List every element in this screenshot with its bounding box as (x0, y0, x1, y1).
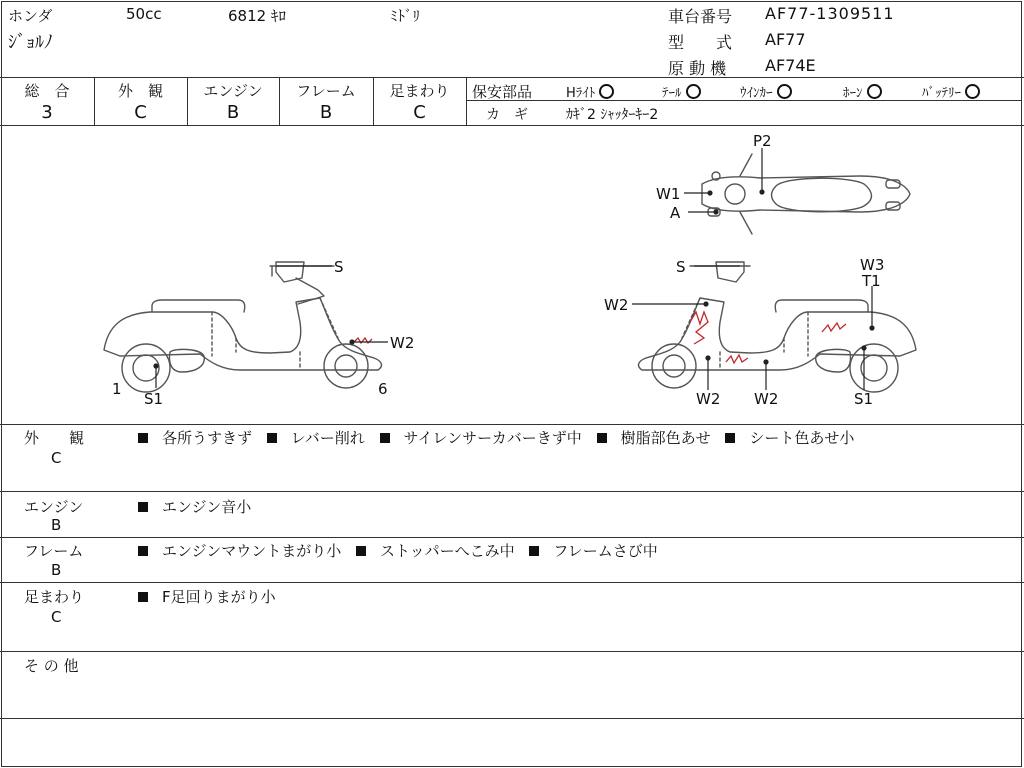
note-item: エンジン音小 (162, 498, 252, 516)
safety-item-label: ﾃｰﾙ (662, 86, 682, 101)
bullet-square-icon (356, 546, 366, 556)
notes-exterior-label: 外 観 (24, 429, 85, 447)
scooter-seat (152, 300, 245, 312)
top-view-headlight (725, 184, 745, 204)
exterior-grade: C (134, 102, 147, 123)
key-label: カ ギ (486, 107, 528, 123)
scooter-damage-diagram (0, 126, 1024, 424)
scooter-seat (775, 300, 868, 312)
notes-frame-items (136, 540, 666, 561)
safety-item-label: Hﾗｲﾄ (566, 86, 596, 101)
frame-grade: B (319, 102, 333, 123)
overall-label: 総 合 (24, 82, 70, 100)
safety-item-winker (740, 82, 792, 101)
notes-exterior-grade: C (51, 449, 62, 467)
safety-item-label: ﾊﾞｯﾃﾘｰ (922, 86, 961, 101)
note-item: F足回りまがり小 (162, 588, 276, 606)
note-item: サイレンサーカバーきず中 (403, 429, 582, 447)
top-view-seat (772, 178, 872, 212)
front-hub (663, 355, 685, 377)
scooter-body-outline (639, 298, 916, 370)
model-name: ｼﾞｮﾙﾉ (8, 32, 53, 53)
note-item: 各所うすきず (162, 429, 253, 447)
type-label: 型 式 (668, 33, 733, 52)
label-w2-upper: W2 (604, 296, 629, 314)
bullet-square-icon (529, 546, 539, 556)
notes-frame-label: フレーム (24, 542, 84, 560)
marker-dot (714, 210, 718, 214)
label-w2-lower-a: W2 (696, 390, 721, 408)
key-value: ｶｷﾞ2 ｼｬｯﾀｰｷｰ2 (566, 107, 659, 123)
scooter-handlebar (716, 262, 744, 282)
displacement: 50cc (126, 5, 162, 23)
label-t1: T1 (862, 272, 881, 290)
muffler (170, 349, 205, 372)
safety-item-label: ﾎｰﾝ (843, 86, 863, 101)
scooter-front-cover (272, 266, 324, 304)
ok-circle-icon (777, 84, 792, 99)
front-wheel (652, 344, 696, 388)
label-s-right: S (676, 258, 686, 276)
muffler (816, 349, 851, 372)
scooter-handlebar (276, 262, 304, 282)
notes-engine-label: エンジン (24, 498, 84, 516)
bullet-square-icon (138, 546, 148, 556)
top-view-right-grip (740, 154, 752, 176)
notes-exterior-items (136, 427, 862, 448)
engine-label: エンジン (203, 82, 263, 100)
grade-divider (466, 77, 467, 125)
ok-circle-icon (599, 84, 614, 99)
label-1: 1 (112, 380, 122, 398)
notes-suspension-grade: C (51, 608, 62, 626)
bullet-square-icon (725, 433, 735, 443)
marker-dot (760, 190, 764, 194)
left-side-view-scooter (104, 262, 381, 392)
bullet-square-icon (138, 433, 148, 443)
front-wheel (324, 344, 368, 388)
frame-number-label: 車台番号 (668, 7, 733, 26)
rear-hub (861, 355, 887, 381)
safety-parts-label: 保安部品 (472, 83, 533, 101)
type-value: AF77 (765, 30, 806, 49)
notes-rule (0, 491, 1024, 492)
safety-item-label: ｳｲﾝｶｰ (740, 86, 773, 101)
notes-suspension-label: 足まわり (24, 588, 85, 606)
bullet-square-icon (138, 592, 148, 602)
rear-wheel (122, 344, 170, 392)
grade-table-top-rule (0, 77, 1024, 78)
panel-seams (682, 298, 808, 370)
notes-frame-grade: B (51, 561, 62, 579)
label-p2: P2 (753, 132, 772, 150)
safety-item-horn (843, 82, 882, 101)
marker-dot (862, 346, 866, 350)
ok-circle-icon (965, 84, 980, 99)
note-item: レバー削れ (290, 429, 365, 447)
engine-model-label: 原 動 機 (668, 59, 727, 78)
damage-mark (726, 355, 748, 363)
mileage: 6812 ｷﾛ (228, 7, 286, 25)
label-w2-left: W2 (390, 334, 415, 352)
marker-dot (870, 326, 874, 330)
exterior-label: 外 観 (117, 82, 163, 100)
notes-suspension-items (136, 586, 284, 607)
label-w1: W1 (656, 185, 681, 203)
note-item: ストッパーへこみ中 (380, 542, 515, 560)
suspension-label: 足まわり (389, 82, 450, 100)
marker-dot (764, 360, 768, 364)
panel-seams (212, 298, 338, 370)
ok-circle-icon (867, 84, 882, 99)
label-a: A (670, 204, 681, 222)
damage-mark (822, 323, 846, 332)
frame-number: AF77-1309511 (765, 4, 895, 23)
label-s-left: S (334, 258, 344, 276)
bullet-square-icon (138, 502, 148, 512)
label-w2-lower-b: W2 (754, 390, 779, 408)
suspension-grade: C (413, 102, 426, 123)
notes-rule (0, 582, 1024, 583)
label-6: 6 (378, 380, 388, 398)
bullet-square-icon (380, 433, 390, 443)
top-view-body (702, 176, 910, 212)
engine-model-value: AF74E (765, 56, 816, 75)
safety-item-headlight (566, 82, 614, 101)
marker-dot (704, 302, 708, 306)
overall-grade: 3 (41, 102, 53, 123)
frame-label: フレーム (296, 82, 356, 100)
bullet-square-icon (597, 433, 607, 443)
damage-mark (690, 312, 708, 344)
body-color: ﾐﾄﾞﾘ (390, 7, 421, 25)
marker-dot (706, 356, 710, 360)
note-item: シート色あせ小 (749, 429, 855, 447)
label-s1-right: S1 (854, 390, 874, 408)
notes-rule (0, 651, 1024, 652)
notes-rule (0, 718, 1024, 719)
notes-engine-items (136, 496, 259, 517)
safety-item-battery (922, 82, 980, 101)
rear-wheel (850, 344, 898, 392)
marker-dot (154, 364, 158, 368)
label-w3: W3 (860, 256, 885, 274)
top-view-left-grip (740, 212, 752, 234)
bullet-square-icon (267, 433, 277, 443)
marker-dot (350, 340, 354, 344)
marker-dot (708, 191, 712, 195)
note-item: 樹脂部色あせ (620, 429, 711, 447)
note-item: エンジンマウントまがり小 (162, 542, 342, 560)
notes-top-rule (0, 424, 1024, 425)
notes-other-label: そ の 他 (24, 657, 79, 675)
notes-rule (0, 537, 1024, 538)
notes-engine-grade: B (51, 516, 62, 534)
scooter-body-outline (104, 298, 381, 370)
maker-name: ホンダ (8, 7, 53, 25)
note-item: フレームさび中 (553, 542, 658, 560)
front-hub (335, 355, 357, 377)
safety-item-tail (662, 82, 701, 101)
label-s1-left: S1 (144, 390, 164, 408)
engine-grade: B (226, 102, 240, 123)
top-view-scooter (702, 154, 910, 234)
ok-circle-icon (686, 84, 701, 99)
